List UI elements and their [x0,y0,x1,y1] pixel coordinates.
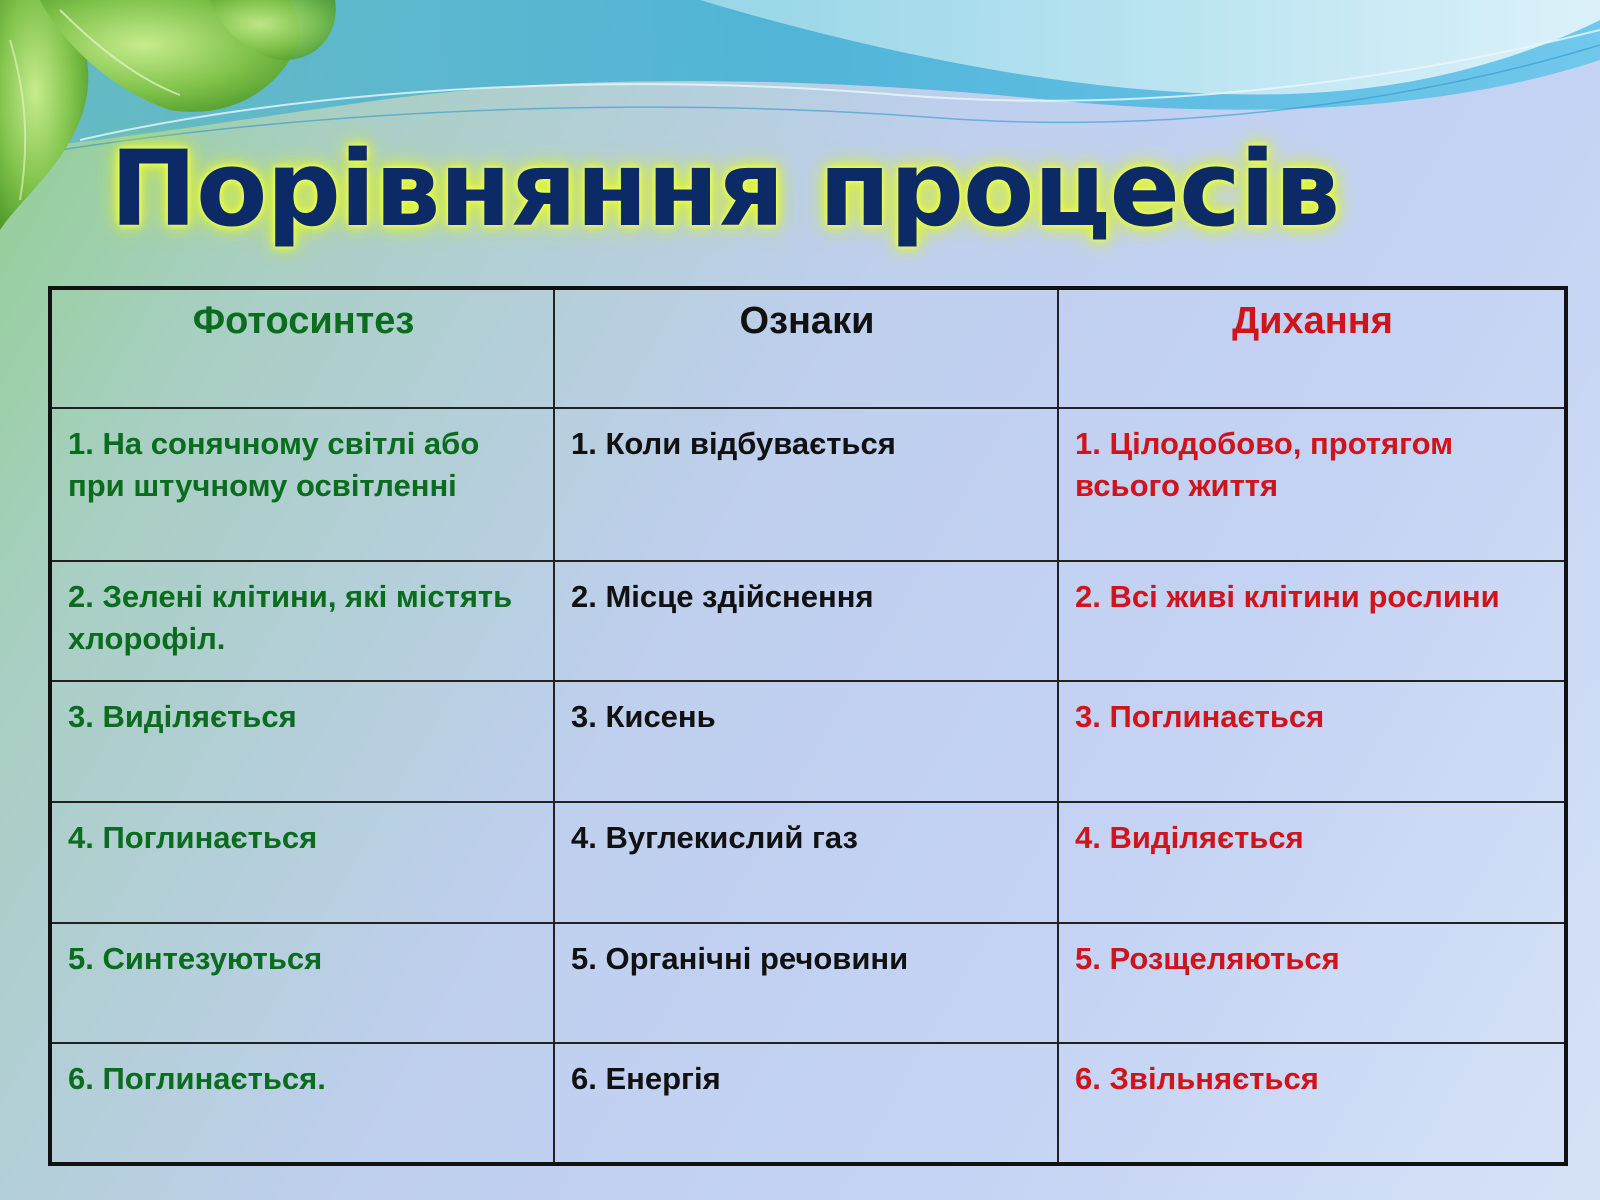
photosynthesis-cell: 6. Поглинається. [50,1043,554,1164]
slide-title: Порівняння процесів [110,128,1340,250]
photosynthesis-cell: 5. Синтезуються [50,923,554,1044]
table-row [50,802,1566,923]
table-row [50,561,1566,682]
respiration-cell: 1. Цілодобово, протягом всього життя [1058,408,1566,561]
header-photosynthesis: Фотосинтез [50,288,554,408]
header-respiration: Дихання [1058,288,1566,408]
sign-cell: 1. Коли відбувається [554,408,1058,561]
sign-cell: 4. Вуглекислий газ [554,802,1058,923]
comparison-table [48,286,1568,1166]
sign-cell: 3. Кисень [554,681,1058,802]
respiration-cell: 2. Всі живі клітини рослини [1058,561,1566,682]
sign-cell: 2. Місце здійснення [554,561,1058,682]
photosynthesis-cell: 2. Зелені клітини, які містять хлорофіл. [50,561,554,682]
photosynthesis-cell: 3. Виділяється [50,681,554,802]
table-header-row [50,288,1566,408]
comparison-table-container [48,286,1564,1166]
photosynthesis-cell: 4. Поглинається [50,802,554,923]
photosynthesis-cell: 1. На сонячному світлі або при штучному освітленні [50,408,554,561]
table-row [50,1043,1566,1164]
sign-cell: 6. Енергія [554,1043,1058,1164]
table-row [50,408,1566,561]
header-signs: Ознаки [554,288,1058,408]
respiration-cell: 5. Розщеляються [1058,923,1566,1044]
respiration-cell: 6. Звільняється [1058,1043,1566,1164]
respiration-cell: 3. Поглинається [1058,681,1566,802]
table-row [50,923,1566,1044]
respiration-cell: 4. Виділяється [1058,802,1566,923]
sign-cell: 5. Органічні речовини [554,923,1058,1044]
table-row [50,681,1566,802]
